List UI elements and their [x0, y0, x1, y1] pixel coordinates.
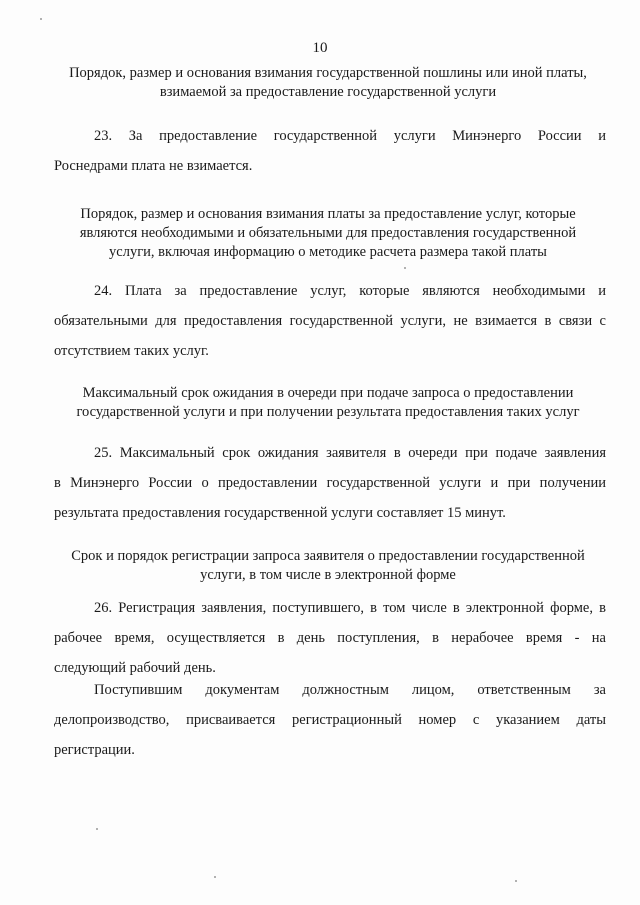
- page-number: 10: [312, 40, 328, 56]
- paragraph-line: следующий рабочий день.: [54, 660, 216, 676]
- paragraph-line: 25. Максимальный срок ожидания заявителя в очереди при подаче заявления: [94, 445, 606, 461]
- paragraph-26-continued: [54, 675, 606, 765]
- paragraph-line: рабочее время, осуществляется в день поступления, в нерабочее время - на: [54, 630, 606, 646]
- heading-line: услуги, в том числе в электронной форме: [200, 567, 456, 583]
- scan-speck: [404, 267, 406, 269]
- heading-line: являются необходимыми и обязательными для предоставления государственной: [79, 225, 577, 241]
- paragraph-line: 23. За предоставление государственной услуги Минэнерго России и: [94, 128, 606, 144]
- heading-line: Порядок, размер и основания взимания государственной пошлины или иной платы,: [69, 65, 587, 81]
- scan-speck: [96, 828, 98, 830]
- scan-speck: [40, 18, 42, 20]
- paragraph-23: [54, 121, 606, 181]
- paragraph-line: в Минэнерго России о предоставлении государственной услуги и при получении: [54, 475, 606, 491]
- paragraph-25: [54, 438, 606, 528]
- paragraph-line: обязательными для предоставления государственной услуги, не взимается в связи с: [54, 313, 606, 329]
- section-heading-related-services-fee: [48, 205, 608, 262]
- paragraph-line: результата предоставления государственной услуги составляет 15 минут.: [54, 505, 506, 521]
- heading-line: Максимальный срок ожидания в очереди при подаче запроса о предоставлении: [82, 385, 574, 401]
- scan-speck: [214, 876, 216, 878]
- paragraph-line: 26. Регистрация заявления, поступившего, в том числе в электронной форме, в: [94, 600, 606, 616]
- paragraph-line: делопроизводство, присваивается регистрационный номер с указанием даты: [54, 712, 606, 728]
- paragraph-24: [54, 276, 606, 366]
- heading-line: Срок и порядок регистрации запроса заявителя о предоставлении государственной: [71, 548, 585, 564]
- paragraph-line: 24. Плата за предоставление услуг, которые являются необходимыми и: [94, 283, 606, 299]
- scan-speck: [515, 880, 517, 882]
- paragraph-line: Поступившим документам должностным лицом, ответственным за: [94, 682, 606, 698]
- heading-line: государственной услуги и при получении результата предоставления таких услуг: [76, 404, 580, 420]
- paragraph-line: регистрации.: [54, 742, 135, 758]
- paragraph-line: отсутствием таких услуг.: [54, 343, 209, 359]
- paragraph-line: Роснедрами плата не взимается.: [54, 158, 253, 174]
- heading-line: Порядок, размер и основания взимания платы за предоставление услуг, которые: [80, 206, 576, 222]
- section-heading-fee: [48, 64, 608, 102]
- heading-line: услуги, включая информацию о методике расчета размера такой платы: [109, 244, 547, 260]
- paragraph-26: [54, 593, 606, 683]
- section-heading-registration: [48, 547, 608, 585]
- section-heading-queue-time: [48, 384, 608, 422]
- heading-line: взимаемой за предоставление государственной услуги: [159, 84, 497, 100]
